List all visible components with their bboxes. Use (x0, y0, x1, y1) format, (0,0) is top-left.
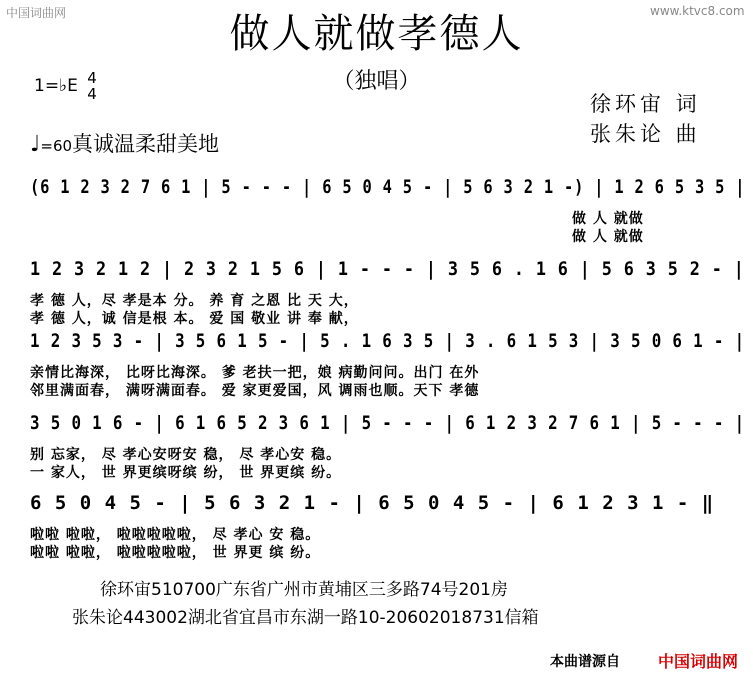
tempo-value: =60 (40, 137, 73, 155)
score-row-3: 1 2 3 5 3 - | 3 5 6 1 5 - | 5 . 1 6 3 5 | 3 . 6 1 5 3 | 3 5 0 6 1 - | (30, 330, 745, 352)
lyric-row-3b: 邻里满面春， 满呀满面春。 爱 家更爱国，风 调雨也顺。天下 孝德 (30, 383, 480, 399)
song-subtitle: （独唱） (332, 69, 421, 94)
lyric-row-4a: 别 忘家， 尽 孝心安呀安 稳， 尽 孝心安 稳。 (30, 447, 342, 463)
lyric-row-5a: 啦啦 啦啦， 啦啦啦啦啦， 尽 孝心 安 稳。 (30, 527, 321, 543)
score-row-2: 1 2 3 2 1 2 | 2 3 2 1 5 6 | 1 - - - | 3 5 6 . 1 6 | 5 6 3 5 2 - | (30, 258, 745, 280)
quarter-note-icon: ♩ (30, 132, 41, 157)
score-row-1: (6 1 2 3 2 7 6 1 | 5 - - - | 6 5 0 4 5 - | 5 6 3 2 1 -) | 1 2 6 5 3 5 | (30, 176, 746, 198)
tempo-marking (30, 128, 219, 158)
song-title: 做人就做孝德人 (229, 11, 524, 57)
address-lyricist: 徐环宙510700广东省广州市黄埔区三多路74号201房 (100, 580, 508, 600)
lyric-row-1b: 做 人 就做 (572, 229, 644, 245)
lyric-row-2a: 孝 德 人，尽 孝是本 分。 养 育 之恩 比 天 大， (30, 293, 359, 309)
score-row-4: 3 5 0 1 6 - | 6 1 6 5 2 3 6 1 | 5 - - - | 6 1 2 3 2 7 6 1 | 5 - - - | (30, 412, 745, 434)
source-label: 本曲谱源自 (550, 654, 620, 670)
time-sig-top: 4 (87, 69, 97, 87)
lyric-row-4b: 一 家人， 世 界更缤呀缤 纷， 世 界更缤 纷。 (30, 465, 342, 481)
address-composer: 张朱论443002湖北省宜昌市东湖一路10-20602018731信箱 (72, 608, 539, 628)
key-text: 1=♭E (34, 76, 78, 96)
time-signature (87, 70, 97, 102)
watermark-right: www.ktvc8.com (650, 4, 745, 18)
source-site-link[interactable]: 中国词曲网 (658, 652, 739, 671)
key-signature (34, 70, 97, 102)
tempo-text: 真诚温柔甜美地 (72, 132, 220, 156)
lyric-row-3a: 亲情比海深， 比呀比海深。 爹 老扶一把，娘 病勤问问。出门 在外 (30, 365, 480, 381)
score-row-5: 6 5 0 4 5 - | 5 6 3 2 1 - | 6 5 0 4 5 - | 6 1 2 3 1 - ‖ (30, 492, 715, 514)
lyric-row-5b: 啦啦 啦啦， 啦啦啦啦啦， 世 界更 缤 纷。 (30, 545, 321, 561)
watermark-left: 中国词曲网 (6, 6, 67, 20)
composer: 张朱论 曲 (590, 122, 701, 146)
lyric-row-1a: 做 人 就做 (572, 211, 644, 227)
lyricist: 徐环宙 词 (590, 92, 701, 116)
lyric-row-2b: 孝 德 人，诚 信是根 本。 爱 国 敬业 讲 奉 献， (30, 311, 359, 327)
time-sig-bottom: 4 (87, 85, 97, 103)
